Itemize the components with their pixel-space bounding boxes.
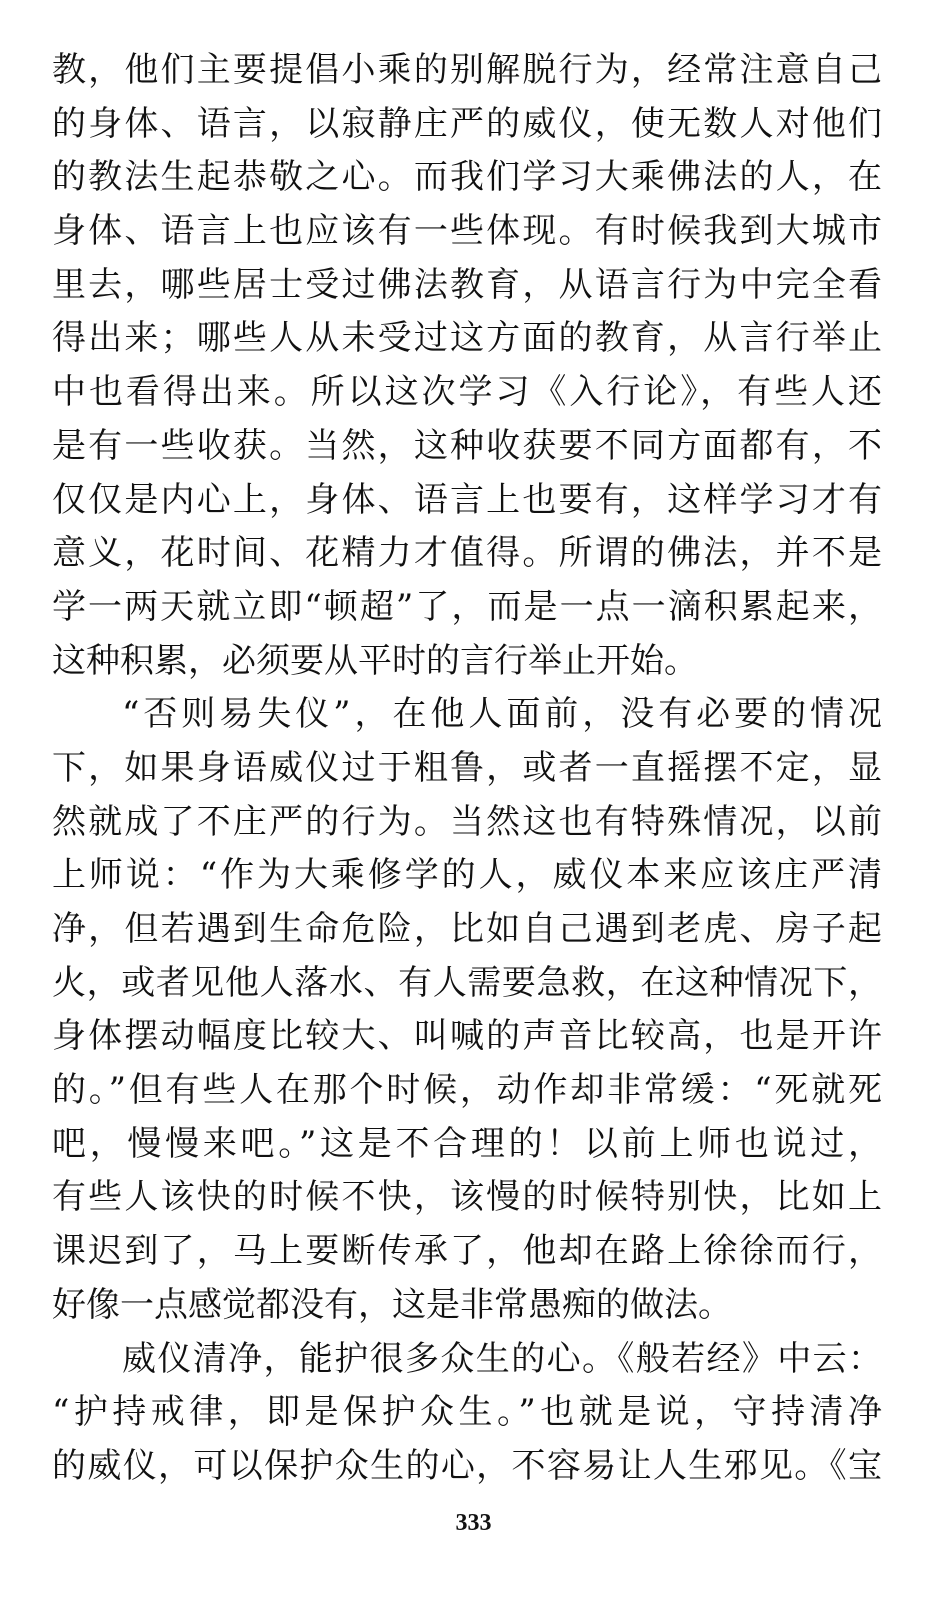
body-text [52, 44, 882, 1494]
text-line: 的身体、语言，以寂静庄严的威仪，使无数人对他们 [52, 103, 882, 144]
text-line: 的威仪，可以保护众生的心，不容易让人生邪见。《宝 [52, 1445, 882, 1486]
text-line: 里去，哪些居士受过佛法教育，从语言行为中完全看 [52, 264, 882, 305]
text-line: 身体摆动幅度比较大、叫喊的声音比较高，也是开许 [52, 1016, 882, 1057]
text-line-paragraph-start: “否则易失仪”，在他人面前，没有必要的情况 [122, 694, 882, 735]
text-line: 下，如果身语威仪过于粗鲁，或者一直摇摆不定，显 [52, 747, 882, 788]
text-line: 火，或者见他人落水、有人需要急救，在这种情况下， [52, 962, 882, 1003]
text-line: 仅仅是内心上，身体、语言上也要有，这样学习才有 [52, 479, 882, 520]
page-number: 333 [455, 1510, 492, 1536]
text-line: 这种积累，必须要从平时的言行举止开始。 [52, 640, 698, 681]
text-line: 好像一点感觉都没有，这是非常愚痴的做法。 [52, 1284, 732, 1325]
text-line: 学一两天就立即“顿超”了，而是一点一滴积累起来， [52, 586, 882, 627]
text-line: 吧，慢慢来吧。”这是不合理的！以前上师也说过， [52, 1123, 882, 1164]
text-line: 的。”但有些人在那个时候，动作却非常缓：“死就死 [52, 1070, 882, 1111]
text-line: 上师说：“作为大乘修学的人，威仪本来应该庄严清 [52, 855, 882, 896]
text-line-paragraph-start: 威仪清净，能护很多众生的心。《般若经》中云： [122, 1338, 882, 1379]
text-line: 的教法生起恭敬之心。而我们学习大乘佛法的人，在 [52, 157, 882, 198]
text-line: 教，他们主要提倡小乘的别解脱行为，经常注意自己 [52, 50, 882, 90]
text-line: “护持戒律，即是保护众生。”也就是说，守持清净 [52, 1392, 882, 1433]
text-line: 净，但若遇到生命危险，比如自己遇到老虎、房子起 [52, 909, 882, 949]
text-line: 得出来；哪些人从未受过这方面的教育，从言行举止 [52, 318, 882, 359]
text-line: 课迟到了，马上要断传承了，他却在路上徐徐而行， [52, 1231, 882, 1272]
text-line: 然就成了不庄严的行为。当然这也有特殊情况，以前 [52, 801, 882, 842]
text-line: 中也看得出来。所以这次学习《入行论》，有些人还 [52, 372, 882, 413]
text-line: 有些人该快的时候不快，该慢的时候特别快，比如上 [52, 1177, 882, 1218]
text-line: 身体、语言上也应该有一些体现。有时候我到大城市 [52, 211, 882, 252]
text-line: 是有一些收获。当然，这种收获要不同方面都有，不 [52, 425, 882, 466]
text-line: 意义，花时间、花精力才值得。所谓的佛法，并不是 [52, 533, 882, 574]
